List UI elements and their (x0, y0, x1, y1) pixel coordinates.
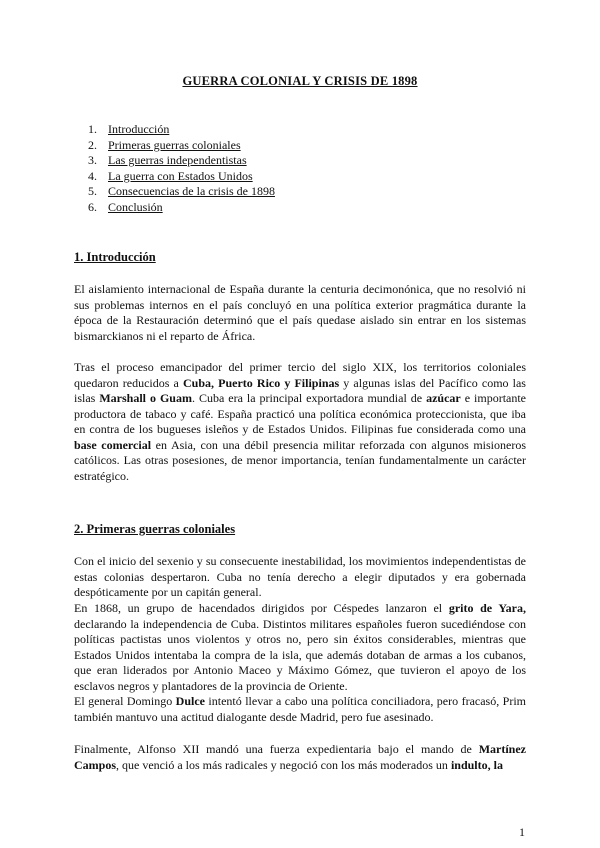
toc-item[interactable] (88, 184, 275, 200)
paragraph-primeras-guerras-2: En 1868, un grupo de hacendados dirigidos por Céspedes lanzaron el grito de Yara, declarando la independencia de Cuba. Distintos militares españoles fueron sucediéndose con políticas pactistas unos violentos y otros no, pero sin éxitos considerables, mientras que Estados Unidos intentaba la compra de la isla, que además dotaban de armas a los cubanos, que eran liderados por Antonio Maceo y Máximo Gómez, que tuvieron el apoyo de los esclavos negros y plantadores de la provincia de Oriente. (74, 601, 526, 693)
paragraph-introduccion-1: El aislamiento internacional de España durante la centuria decimonónica, que no resolvió ni sus problemas internos en el país concluyó en una política exterior pragmática durante la época de la Restauración determinó que el país quedase aislado sin entrar en los sistemas bismarckianos ni el reparto de África. (74, 282, 526, 343)
page-number: 1 (519, 825, 525, 839)
toc-item[interactable] (88, 153, 275, 169)
paragraph-introduccion-2: Tras el proceso emancipador del primer tercio del siglo XIX, los territorios coloniales quedaron reducidos a Cuba, Puerto Rico y Filipinas y algunas islas del Pacífico como las islas Marshall o Guam. Cuba era la principal exportadora mundial de azúcar e importante productora de tabaco y café. España practicó una política económica proteccionista, que iba en contra de los bugueses isleños y de Estados Unidos. Filipinas fue considerada como una base comercial en Asia, con una débil presencia militar reforzada con algunos misioneros católicos. Las otras posesiones, de menor importancia, tenían fundamentalmente un carácter estratégico. (74, 360, 527, 483)
toc-link[interactable]: Consecuencias de la crisis de 1898 (108, 184, 275, 198)
toc-link[interactable]: Introducción (108, 122, 170, 136)
toc-link[interactable]: Primeras guerras coloniales (108, 137, 241, 152)
bold-text: azúcar (426, 391, 461, 405)
toc-link[interactable]: Conclusión (108, 199, 163, 214)
toc-item[interactable] (88, 200, 275, 216)
toc-number: 5. (88, 184, 97, 198)
bold-text: grito de Yara, (448, 601, 526, 615)
section-heading-introduccion: 1. Introducción (74, 250, 156, 264)
toc-link[interactable]: La guerra con Estados Unidos (108, 168, 253, 183)
paragraph-primeras-guerras-3: El general Domingo Dulce intentó llevar a cabo una política conciliadora, pero fracasó, Prim también mantuvo una actitud dialogante desde Madrid, pero fue asesinado. (74, 694, 526, 724)
toc-number: 4. (88, 168, 97, 183)
toc-number: 2. (88, 137, 97, 152)
toc-number: 3. (88, 153, 97, 167)
table-of-contents (88, 122, 275, 215)
toc-item[interactable] (88, 169, 275, 185)
toc-item[interactable] (88, 122, 275, 138)
bold-text: indulto, la (450, 757, 503, 772)
bold-text: base comercial (74, 437, 152, 452)
paragraph-primeras-guerras-1: Con el inicio del sexenio y su consecuente inestabilidad, los movimientos independentistas de estas colonias despertaron. Cuba no tenía derecho a elegir diputados y era gobernada despóticamente por un capitán general. (74, 554, 526, 599)
bold-text: Cuba, Puerto Rico y Filipinas (183, 375, 340, 390)
bold-text: Marshall o Guam (99, 391, 192, 405)
toc-number: 1. (88, 122, 97, 136)
document-title: GUERRA COLONIAL Y CRISIS DE 1898 (182, 74, 418, 88)
toc-link[interactable]: Las guerras independentistas (108, 153, 247, 167)
bold-text: Dulce (175, 694, 205, 708)
section-heading-primeras-guerras: 2. Primeras guerras coloniales (74, 522, 236, 536)
toc-number: 6. (88, 199, 97, 214)
toc-item[interactable] (88, 138, 275, 154)
paragraph-primeras-guerras-4: Finalmente, Alfonso XII mandó una fuerza expedientaria bajo el mando de Martínez Campos, que venció a los más radicales y negoció con los más moderados un indulto, la (74, 742, 526, 772)
bold-text: Martínez Campos (74, 742, 526, 772)
